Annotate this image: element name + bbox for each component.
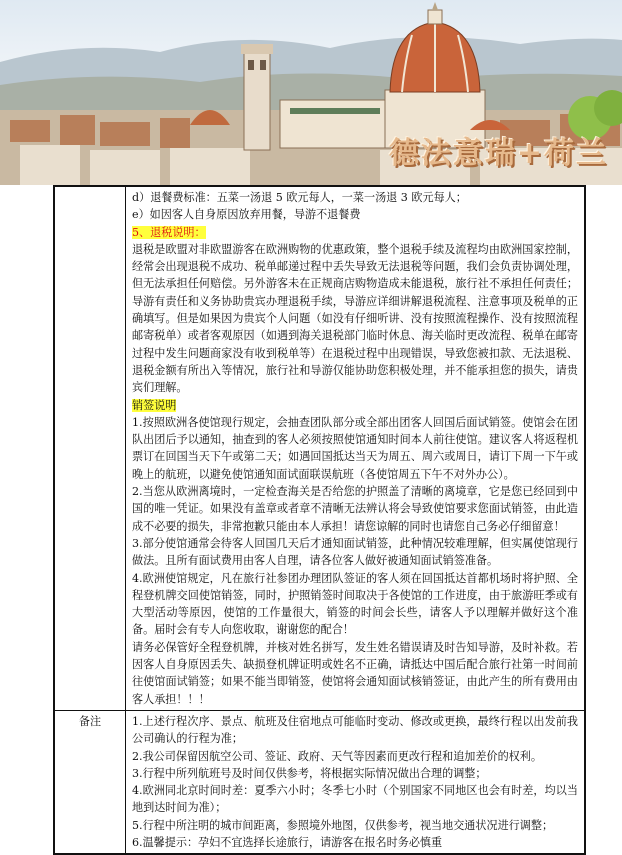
remarks-cell [126,710,586,854]
banner-title: 德法意瑞+荷兰 [388,136,608,171]
remarks-label: 备注 [54,710,126,854]
remark-item-5: 5.行程中所注明的城市间距离，参照境外地图，仅供参考，视当地交通状况进行调整； [132,818,554,832]
visa-item-4: 4.欧洲使馆规定，凡在旅行社参团办理团队签证的客人须在回国抵达首都机场时将护照、全程登机牌交回使馆销签，同时，护照销签时间取决于各使馆的工作进度，由于旅游旺季或有大型活动等原因，使馆的工作量很大，销签的时间会长些，请客人予以理解并做好这个准备。届时会有专人向您收取，谢谢您的配合！ [132,571,578,637]
header-banner [0,0,622,185]
boarding-pass-note: 请务必保管好全程登机牌，并核对姓名拼写，发生姓名错误请及时告知导游，及时补救。若因客人自身原因丢失、缺损登机牌证明或姓名不正确，请抵达中国后配合旅行社第一时间前往使馆面试销签；如果不能当即销签，使馆将会通知面试核销签证，由此产生的所有费用由客人承担！！！ [132,640,578,706]
visa-item-3: 3.部分使馆通常会待客人回国几天后才通知面试销签，此种情况较难理解，但实属使馆现行做法。且所有面试费用由客人自理，请各位客人做好被通知面试销签准备。 [132,536,578,568]
meal-refund-standard: d）退餐费标准：五菜一汤退 5 欧元每人，一菜一汤退 3 欧元每人； [132,191,467,204]
itinerary-terms-table [53,185,586,855]
table-row-remarks [54,710,585,854]
meal-forfeit-note: e）如因客人自身原因放弃用餐，导游不退餐费 [132,208,361,222]
tax-refund-body: 退税是欧盟对非欧盟游客在欧洲购物的优惠政策，整个退税手续及流程均由欧洲国家控制，经常会出现退税不成功、税单邮递过程中丢失导致无法退税等问题，我们会负责协调处理，但无法承担任何赔偿。另外游客未在正规商店购物造成未能退税，旅行社不承担任何责任；导游有责任和义务协助贵宾办理退税手续，导游应详细讲解退税流程、注意事项及税单的正确填写。但是如果因为贵宾个人问题（如没有仔细听讲、没有按照流程操作、没有按照流程邮寄税单）或者客观原因（如遇到海关退税部门临时休息、海关临时更改流程、税单在邮寄过程中发生问题商家没有收到税单等）在退税过程中出现错误，导致您被扣款、无法退税、退税金额有所出入等情况，旅行社和导游仅能协助您积极处理，并不能承担您的损失，请贵宾们理解。 [132,242,578,395]
remark-item-3: 3.行程中所列航班号及时间仅供参考，将根据实际情况做出合理的调整； [132,766,487,780]
remark-item-2: 2.我公司保留因航空公司、签证、政府、天气等因素而更改行程和追加差价的权利。 [132,749,542,763]
remark-item-6: 6.温馨提示：孕妇不宜选择长途旅行，请游客在报名时务必慎重 [132,835,443,849]
remark-item-4: 4.欧洲同北京时间时差：夏季六小时；冬季七小时（个别国家不同地区也会有时差，均以当地到达时间为准）； [132,784,578,815]
visa-cancellation-heading: 销签说明 [132,398,177,412]
tax-refund-heading: 5、退税说明： [132,225,206,239]
row-label-empty [54,186,126,710]
visa-item-2: 2.当您从欧洲离境时，一定检查海关是否给您的护照盖了清晰的离境章，它是您已经回到中国的唯一凭证。如果没有盖章或者章不清晰无法辨认将会导致使馆要求您面试销签，由此造成不必要的损失，非常抱歉只能由本人承担！请您谅解的同时也请您自己务必仔细留意！ [132,485,578,533]
remark-item-1: 1.上述行程次序、景点、航班及住宿地点可能临时变动、修改或更换，最终行程以出发前我公司确认的行程为准； [132,714,578,746]
table-row-notes [54,186,585,710]
visa-item-1: 1.按照欧洲各使馆现行规定，会抽查团队部分或全部出团客人回国后面试销签。使馆会在团队出团后予以通知，抽查到的客人必须按照使馆通知时间本人前往使馆。建议客人将返程机票订在回国当天下午或第二天；如遇回国抵达当天为周五、周六或周日，请订下周一下午或晚上的航班，以避免使馆通知面试面联误航班（各使馆周五下午不对外办公）。 [132,415,578,481]
notes-cell [126,186,586,710]
